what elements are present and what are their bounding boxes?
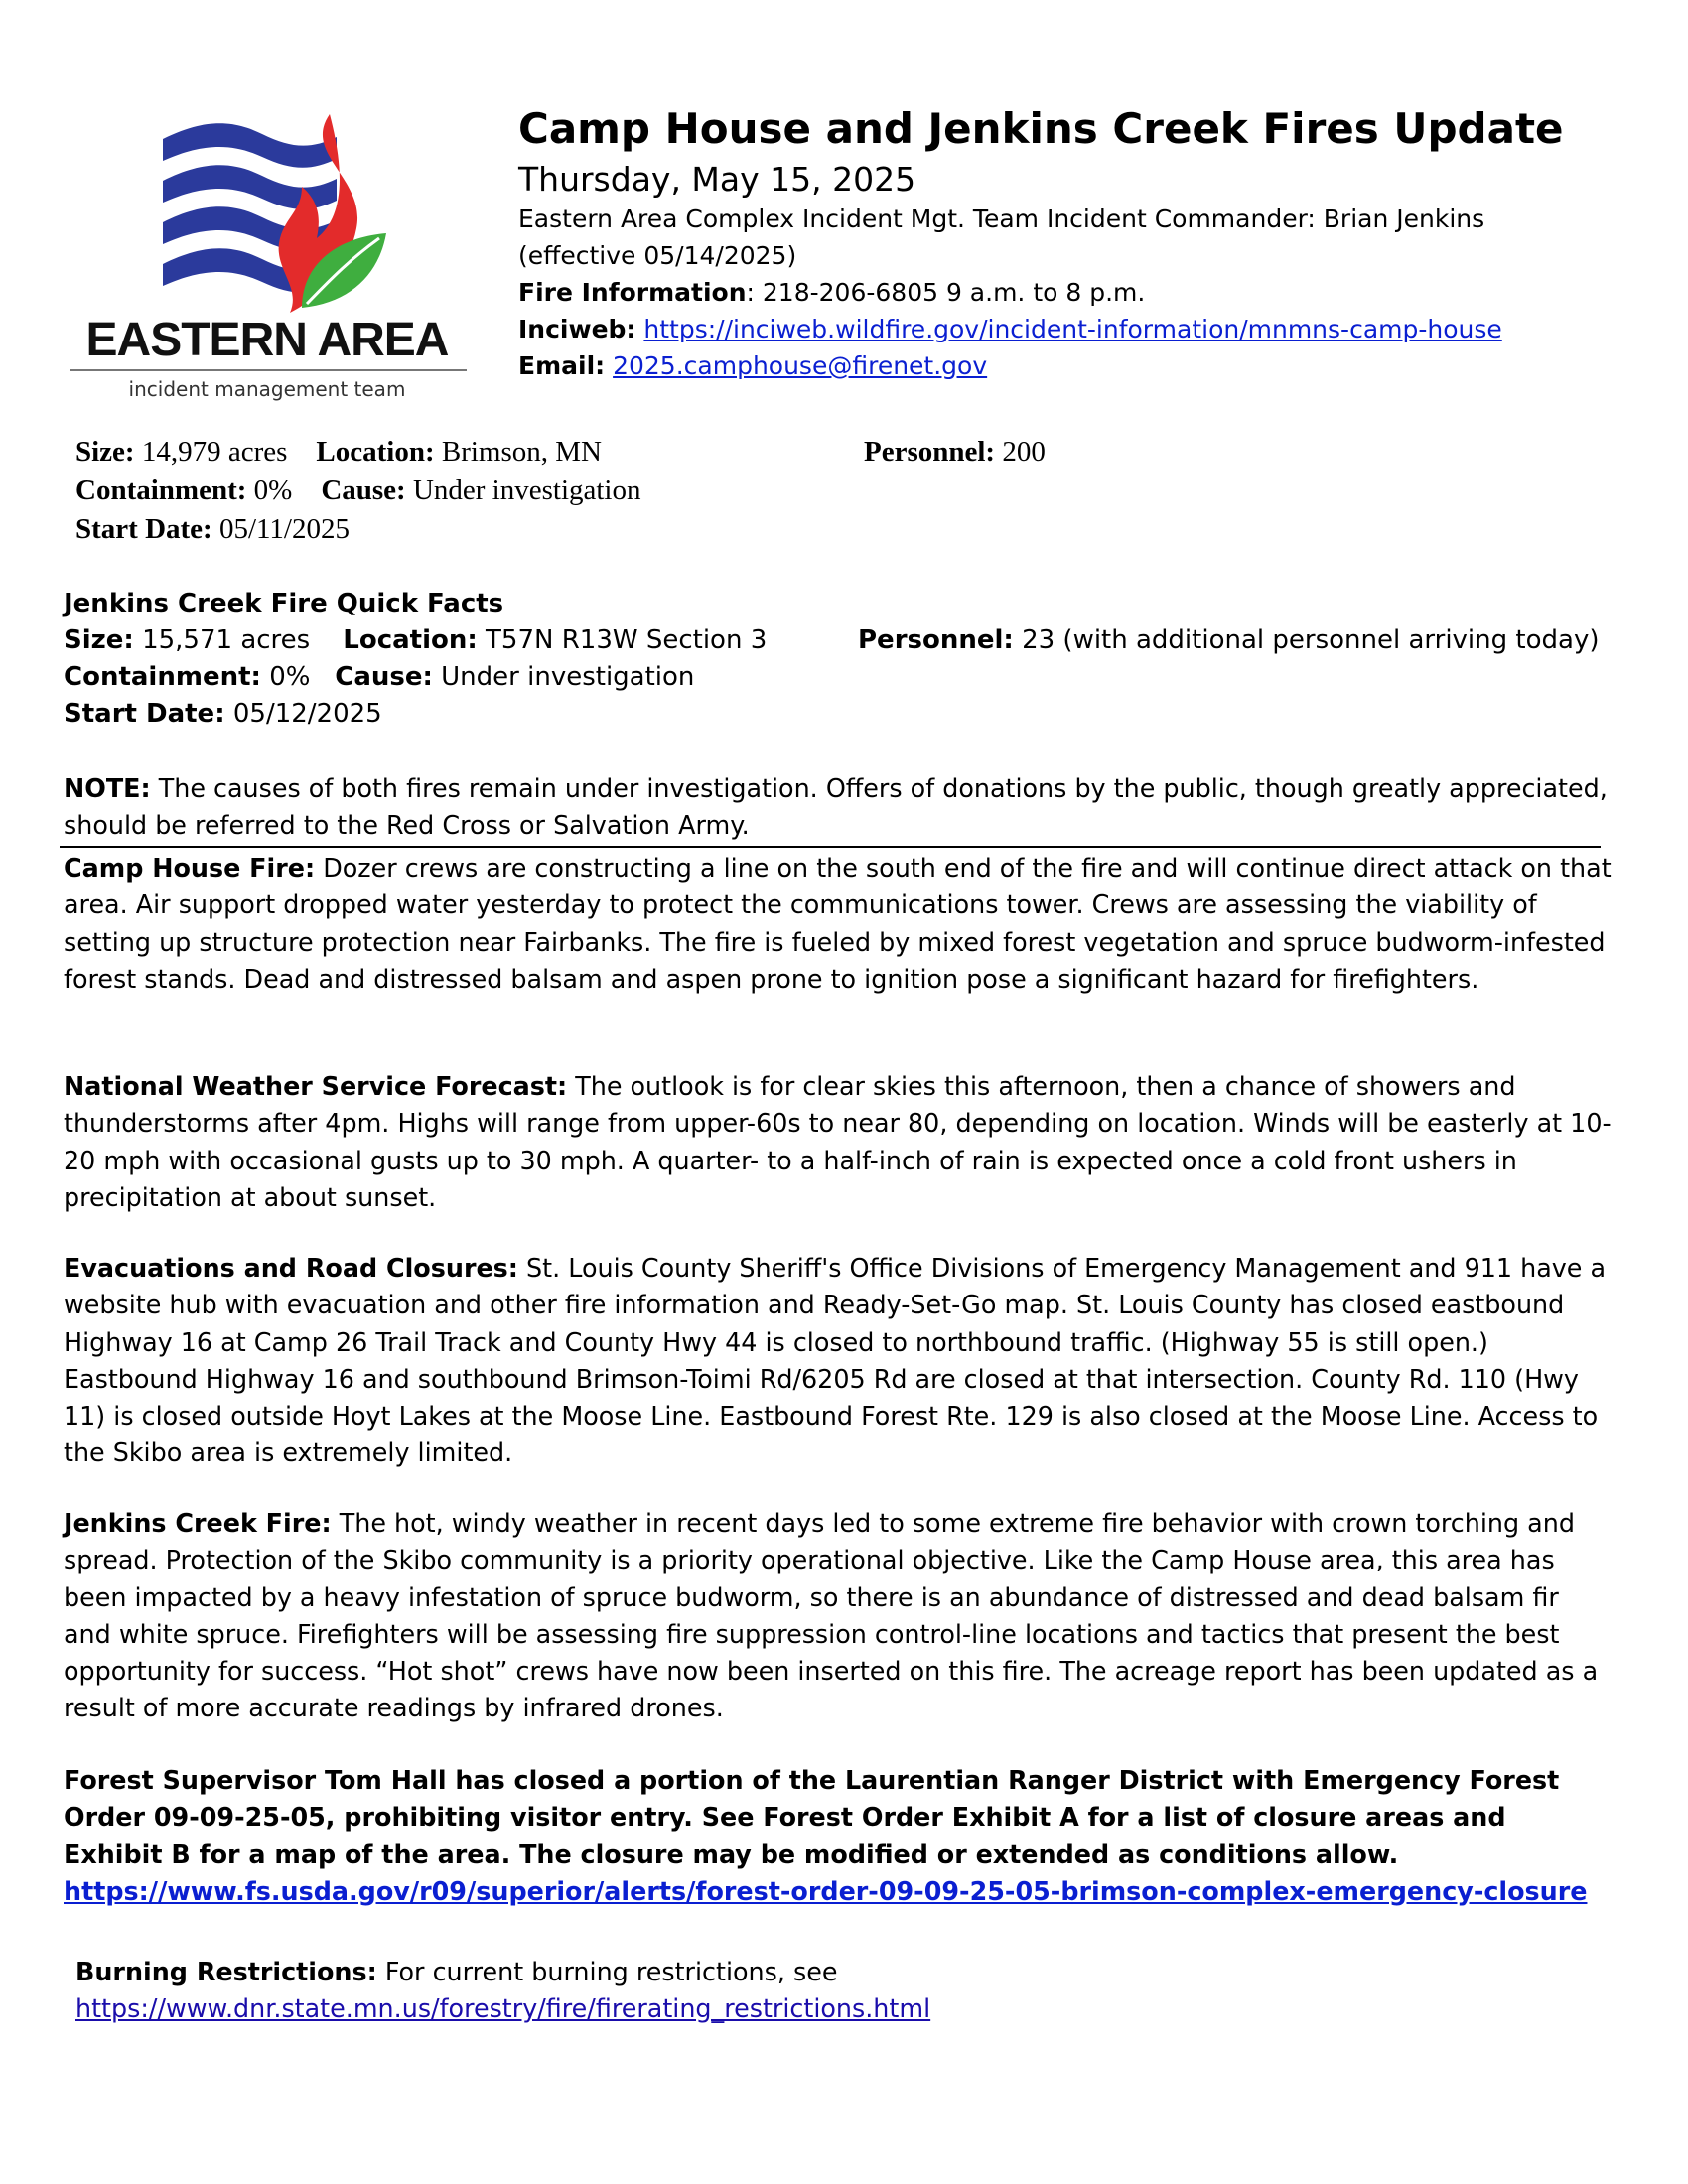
cause-value: Under investigation xyxy=(441,662,695,692)
logo-divider xyxy=(70,369,467,371)
email-line xyxy=(518,347,1640,384)
jenkins-facts xyxy=(64,586,767,733)
cause-label: Cause: xyxy=(335,662,433,692)
forest-order-link[interactable]: https://www.fs.usda.gov/r09/superior/alerts/forest-order-09-09-25-05-brimson-complex-emergency-closure xyxy=(64,1875,1588,1906)
camp-house-text: Dozer crews are constructing a line on the south end of the fire and will continue direct attack on that area. Air support dropped water yesterday to protect the communications tower. Crews are assessing the viability of setting up structure protection near Fairbanks. The fire is fueled by mixed forest vegetation and spruce budworm-infested forest stands. Dead and distressed balsam and aspen prone to ignition pose a significant hazard for firefighters. xyxy=(64,853,1612,994)
size-label: Size: xyxy=(64,625,134,655)
size-value: 15,571 acres xyxy=(142,625,311,655)
burning-text: For current burning restrictions, see xyxy=(376,1957,838,1986)
nws-text: The outlook is for clear skies this afternoon, then a chance of showers and thunderstorms after 4pm. Highs will range from upper-60s to near 80, depending on location. Winds will be easterly at 10-20 mph with occasional gusts up to 30 mph. A quarter- to a half-inch of rain is expected once a cold front ushers in precipitation at about sunset. xyxy=(64,1071,1612,1212)
jenkins-personnel xyxy=(858,622,1599,659)
fire-info-value: : 218-206-6805 9 a.m. to 8 p.m. xyxy=(746,278,1146,307)
camp-house-paragraph xyxy=(64,850,1613,998)
camp-house-label: Camp House Fire: xyxy=(64,853,316,883)
size-value: 14,979 acres xyxy=(141,436,288,468)
jenkins-heading-text: Jenkins Creek Fire Quick Facts xyxy=(64,589,504,618)
jenkins-text: The hot, windy weather in recent days led to some extreme fire behavior with crown torching and spread. Protection of the Skibo community is a priority operational objective. Like the Camp House area, this area has been impacted by a heavy infestation of spruce budworm, so there is an abundance of distressed and dead balsam fir and white spruce. Firefighters will be assessing fire suppression control-line locations and tactics that present the best opportunity for success. “Hot shot” crews have now been inserted on this fire. The acreage report has been updated as a result of more accurate readings by infrared drones. xyxy=(64,1508,1599,1723)
start-date-value: 05/11/2025 xyxy=(218,513,350,545)
start-date-label: Start Date: xyxy=(75,513,212,545)
flame-waves-logo-icon xyxy=(153,109,391,318)
containment-value: 0% xyxy=(269,662,311,692)
note-paragraph xyxy=(64,770,1613,845)
burning-restrictions-paragraph xyxy=(75,1954,1624,2028)
note-text: The causes of both fires remain under investigation. Offers of donations by the public, though greatly appreciated, should be referred to the Red Cross or Salvation Army. xyxy=(64,773,1608,841)
jenkins-row-3 xyxy=(64,696,767,733)
eastern-area-logo xyxy=(64,109,471,407)
jenkins-row-1 xyxy=(64,622,767,659)
personnel-value: 200 xyxy=(1002,436,1046,468)
location-label: Location: xyxy=(316,436,435,468)
location-value: T57N R13W Section 3 xyxy=(486,625,768,655)
personnel-label: Personnel: xyxy=(858,625,1014,655)
forest-order-paragraph xyxy=(64,1762,1613,1910)
facts-row-2 xyxy=(75,472,641,510)
nws-paragraph xyxy=(64,1068,1613,1216)
containment-label: Containment: xyxy=(75,475,247,506)
effective-date: (effective 05/14/2025) xyxy=(518,241,797,270)
update-date: Thursday, May 15, 2025 xyxy=(518,160,916,199)
evacuations-paragraph xyxy=(64,1250,1613,1472)
email-link[interactable]: 2025.camphouse@firenet.gov xyxy=(613,351,988,380)
section-divider xyxy=(60,846,1601,848)
fire-info-label: Fire Information xyxy=(518,278,747,307)
burning-label: Burning Restrictions: xyxy=(75,1957,377,1986)
containment-label: Containment: xyxy=(64,662,261,692)
personnel-label: Personnel: xyxy=(864,436,996,468)
size-label: Size: xyxy=(75,436,135,468)
jenkins-paragraph xyxy=(64,1505,1613,1727)
location-label: Location: xyxy=(343,625,478,655)
inciweb-line xyxy=(518,311,1640,347)
jenkins-row-2 xyxy=(64,659,767,696)
cause-label: Cause: xyxy=(321,475,406,506)
forest-order-text: Forest Supervisor Tom Hall has closed a portion of the Laurentian Ranger District with Emergency Forest Order 09-09-25-05, prohibiting visitor entry. See Forest Order Exhibit A for a list of closure areas and Exhibit B for a map of the area. The closure may be modified or extended as conditions allow. xyxy=(64,1765,1560,1869)
page-title: Camp House and Jenkins Creek Fires Update xyxy=(518,104,1564,153)
start-date-label: Start Date: xyxy=(64,699,225,729)
start-date-value: 05/12/2025 xyxy=(232,699,382,729)
evacuations-text: St. Louis County Sheriff's Office Divisions of Emergency Management and 911 have a website hub with evacuation and other fire information and Ready-Set-Go map. St. Louis County has closed eastbound Highway 16 at Camp 26 Trail Track and County Hwy 44 is closed to northbound traffic. (Highway 55 is still open.) Eastbound Highway 16 and southbound Brimson-Toimi Rd/6205 Rd are closed at that intersection. County Rd. 110 (Hwy 11) is closed outside Hoyt Lakes at the Moose Line. Eastbound Forest Rte. 129 is also closed at the Moose Line. Access to the Skibo area is extremely limited. xyxy=(64,1253,1607,1468)
note-label: NOTE: xyxy=(64,773,151,803)
camp-house-facts xyxy=(75,433,641,549)
nws-label: National Weather Service Forecast: xyxy=(64,1071,568,1101)
facts-row-3 xyxy=(75,510,641,549)
header-block xyxy=(518,103,1640,384)
location-value: Brimson, MN xyxy=(441,436,603,468)
personnel-value: 23 (with additional personnel arriving today) xyxy=(1022,625,1600,655)
burning-restrictions-link[interactable]: https://www.dnr.state.mn.us/forestry/fire/firerating_restrictions.html xyxy=(75,1993,931,2024)
logo-subtitle: incident management team xyxy=(128,377,406,401)
logo-wordmark: EASTERN AREA xyxy=(85,314,449,366)
cause-value: Under investigation xyxy=(412,475,641,506)
inciweb-link[interactable]: https://inciweb.wildfire.gov/incident-information/mnmns-camp-house xyxy=(643,315,1502,343)
facts-row-1 xyxy=(75,433,641,472)
email-label: Email: xyxy=(518,351,606,380)
containment-value: 0% xyxy=(253,475,293,506)
fire-info-line xyxy=(518,274,1640,311)
inciweb-label: Inciweb: xyxy=(518,315,636,343)
team-line: Eastern Area Complex Incident Mgt. Team Incident Commander: Brian Jenkins xyxy=(518,205,1485,233)
camp-house-personnel xyxy=(864,433,1046,472)
jenkins-heading xyxy=(64,586,767,622)
evacuations-label: Evacuations and Road Closures: xyxy=(64,1253,518,1283)
jenkins-label: Jenkins Creek Fire: xyxy=(64,1508,332,1538)
